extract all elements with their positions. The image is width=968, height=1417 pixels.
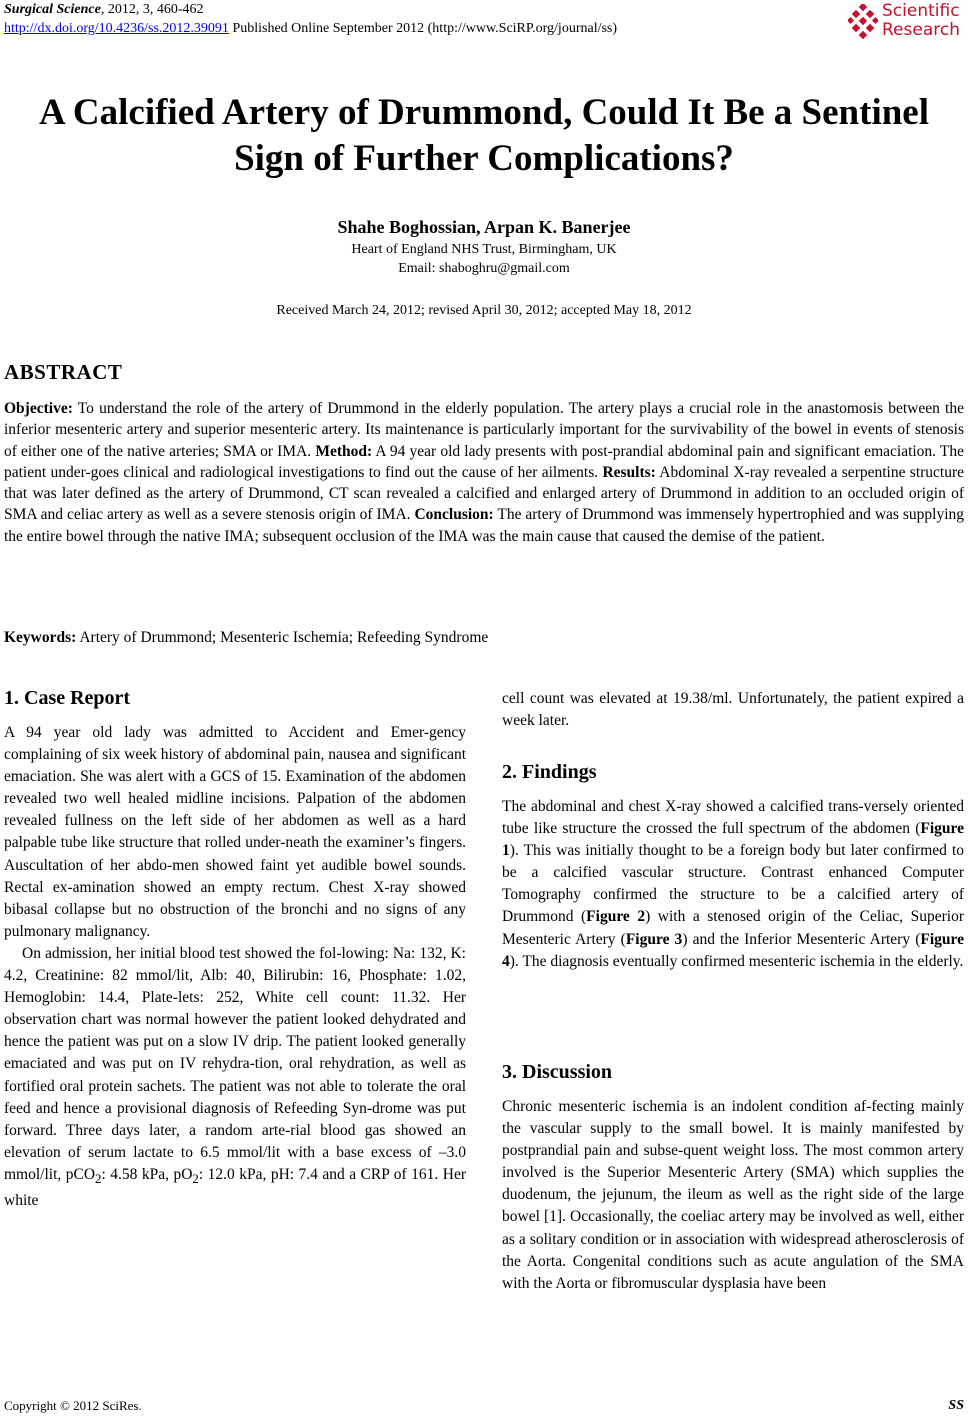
figure-4-ref[interactable]: Figure 4 xyxy=(502,930,964,970)
case-report-heading: 1. Case Report xyxy=(4,687,131,709)
discussion-body: Chronic mesenteric ischemia is an indolent condition af-fecting mainly the vascular supply to the small bowel. It is mainly manifested by postprandial pain and subse-quent weight loss. The most common artery involved is the Superior Mesenteric Artery (SMA) which supplies the duodenum, the jejunum, the ileum as well as the right side of the large bowel [1]. Occasionally, the coeliac artery may be involved as well, either as a solitary condition or in association with widespread atherosclerosis of the Aorta. Congenital conditions such as acute angulation of the SMA with the Aorta or fibromuscular dysplasia have been xyxy=(502,1098,964,1292)
results-text: Abdominal X-ray revealed a serpentine structure that was later defined as the artery of Drummond, CT scan revealed a calcified and enlarged artery of Drummond in addition to an occluded origin of SMA and celiac artery as well as a severe stenosis origin of IMA. xyxy=(4,463,965,524)
conclusion-text: The artery of Drummond was immensely hypertrophied and was supplying the entire bowel through the native IMA; subsequent occlusion of the IMA was the main cause that caused the demise of the patient. xyxy=(4,506,964,545)
case-p2-text-a: On admission, her initial blood test showed the fol-lowing: Na: 132, K: 4.2, Creatinine: 82 mmol/lit, Alb: 40, Bilirubin: 16, Phosphate: 1.02, Hemoglobin: 14.4, Plate-lets: 252, White cell count: 11.32. Her observation chart was normal however the patient looked dehydrated and hence the patient was put on a slow IV drip. The patient looked generally emaciated and was put on IV rehydra-tion, oral rehydration, as well as fortified oral protein sachets. The patient was not able to tolerate the oral feed and hence a provisional diagnosis of Refeeding Syn-drome was put forward. Three days later, a random arte-rial blood gas showed an elevation of serum lactate to 6.5 mmol/lit with a base excess of –3.0 mmol/lit, pCO xyxy=(4,944,466,1183)
doi-link[interactable]: http://dx.doi.org/10.4236/ss.2012.39091 xyxy=(4,21,229,36)
keywords-text: Artery of Drummond; Mesenteric Ischemia; Refeeding Syndrome xyxy=(76,629,489,646)
logo-line-1: Scientific xyxy=(882,1,960,21)
figure-2-ref[interactable]: Figure 2 xyxy=(586,908,646,926)
objective-label: Objective: xyxy=(4,400,73,417)
findings-text-e: ). The diagnosis eventually confirmed mesenteric ischemia in the elderly. xyxy=(509,952,964,970)
discussion-heading: 3. Discussion xyxy=(502,1061,613,1083)
findings-heading: 2. Findings xyxy=(502,761,597,783)
journal-name: Surgical Science xyxy=(4,2,101,17)
title-line-2: Sign of Further Complications? xyxy=(234,138,734,179)
logo-line-2: Research xyxy=(882,20,960,40)
abstract-body xyxy=(4,398,964,547)
publication-line xyxy=(4,21,617,37)
findings-text-c: ) with a stenosed origin of the Celiac, Superior Mesenteric Artery ( xyxy=(502,908,964,948)
logo-mark-icon xyxy=(848,4,878,40)
journal-abbreviation: SS xyxy=(948,1398,964,1413)
journal-citation: , 2012, 3, 460-462 xyxy=(100,2,204,17)
subscript: 2 xyxy=(95,1170,102,1186)
keywords-label: Keywords: xyxy=(4,629,77,646)
case-paragraph-2 xyxy=(4,943,466,1212)
case-report-body xyxy=(4,722,466,1212)
published-text: Published Online September 2012 (http://www.SciRP.org/journal/ss) xyxy=(228,21,618,36)
method-text: A 94 year old lady presents with post-prandial abdominal pain and significant emaciation. The patient under-goes clinical and radiological investigations to find out the cause of her ailments. xyxy=(4,442,965,481)
findings-text-d: ) and the Inferior Mesenteric Artery ( xyxy=(682,930,921,948)
subscript: 2 xyxy=(192,1170,199,1186)
figure-1-ref[interactable]: Figure 1 xyxy=(502,820,964,860)
journal-header xyxy=(4,2,204,18)
case-report-continued: cell count was elevated at 19.38/ml. Unfortunately, the patient expired a week later. xyxy=(502,690,964,730)
method-label: Method: xyxy=(315,442,373,460)
case-p2-text-c: : 12.0 kPa, pH: 7.4 and a CRP of 161. Her white xyxy=(4,1165,467,1210)
affiliation: Heart of England NHS Trust, Birmingham, UK xyxy=(351,242,617,257)
logo-text xyxy=(882,2,960,40)
case-paragraph-1: A 94 year old lady was admitted to Accident and Emer-gency complaining of six week history of abdominal pain, nausea and significant emaciation. She was alert with a GCS of 15. Examination of the abdomen revealed two well healed midline incisions. Palpation of the abdomen revealed fullness on the left side of her abdomen as well as a hard palpable tube like structure that rolled under-neath the examiner’s fingers. Auscultation of her abdo-men showed faint yet audible bowel sounds. Rectal ex-amination showed an empty rectum. Chest X-ray showed bibasal collapse but no obstruction of the bronchi and no signs of any pulmonary malignancy. xyxy=(4,724,466,940)
abstract-heading: ABSTRACT xyxy=(4,360,123,384)
conclusion-label: Conclusion: xyxy=(414,506,494,524)
objective-text: To understand the role of the artery of Drummond in the elderly population. The artery plays a crucial role in the anastomosis between the inferior mesenteric artery and superior mesenteric artery. Its maintenance is particularly important for the survivability of the bowel in events of stenosis of either one of the native arteries; SMA or IMA. xyxy=(4,400,964,460)
findings-text-b: ). This was initially thought to be a foreign body but later confirmed to be a calcified vascular structure. Contrast enhanced Computer Tomography confirmed the structure to be a calcified artery of Drummond ( xyxy=(502,842,964,926)
copyright-footer: Copyright © 2012 SciRes. xyxy=(4,1398,142,1413)
authors: Shahe Boghossian, Arpan K. Banerjee xyxy=(337,217,631,237)
findings-paragraph xyxy=(502,796,964,973)
keywords xyxy=(4,628,488,648)
paper-title xyxy=(0,90,968,182)
findings-body xyxy=(502,796,964,973)
title-line-1: A Calcified Artery of Drummond, Could It Be a Sentinel xyxy=(38,92,930,133)
findings-text-a: The abdominal and chest X-ray showed a calcified trans-versely oriented tube like structure the crossed the full spectrum of the abdomen ( xyxy=(502,798,964,838)
scientific-research-logo xyxy=(848,2,966,46)
case-p2-text-b: : 4.58 kPa, pO xyxy=(101,1165,193,1183)
email: Email: shaboghru@gmail.com xyxy=(398,261,570,276)
received-dates: Received March 24, 2012; revised April 30, 2012; accepted May 18, 2012 xyxy=(276,303,692,318)
figure-3-ref[interactable]: Figure 3 xyxy=(625,930,683,948)
results-label: Results: xyxy=(602,463,656,481)
